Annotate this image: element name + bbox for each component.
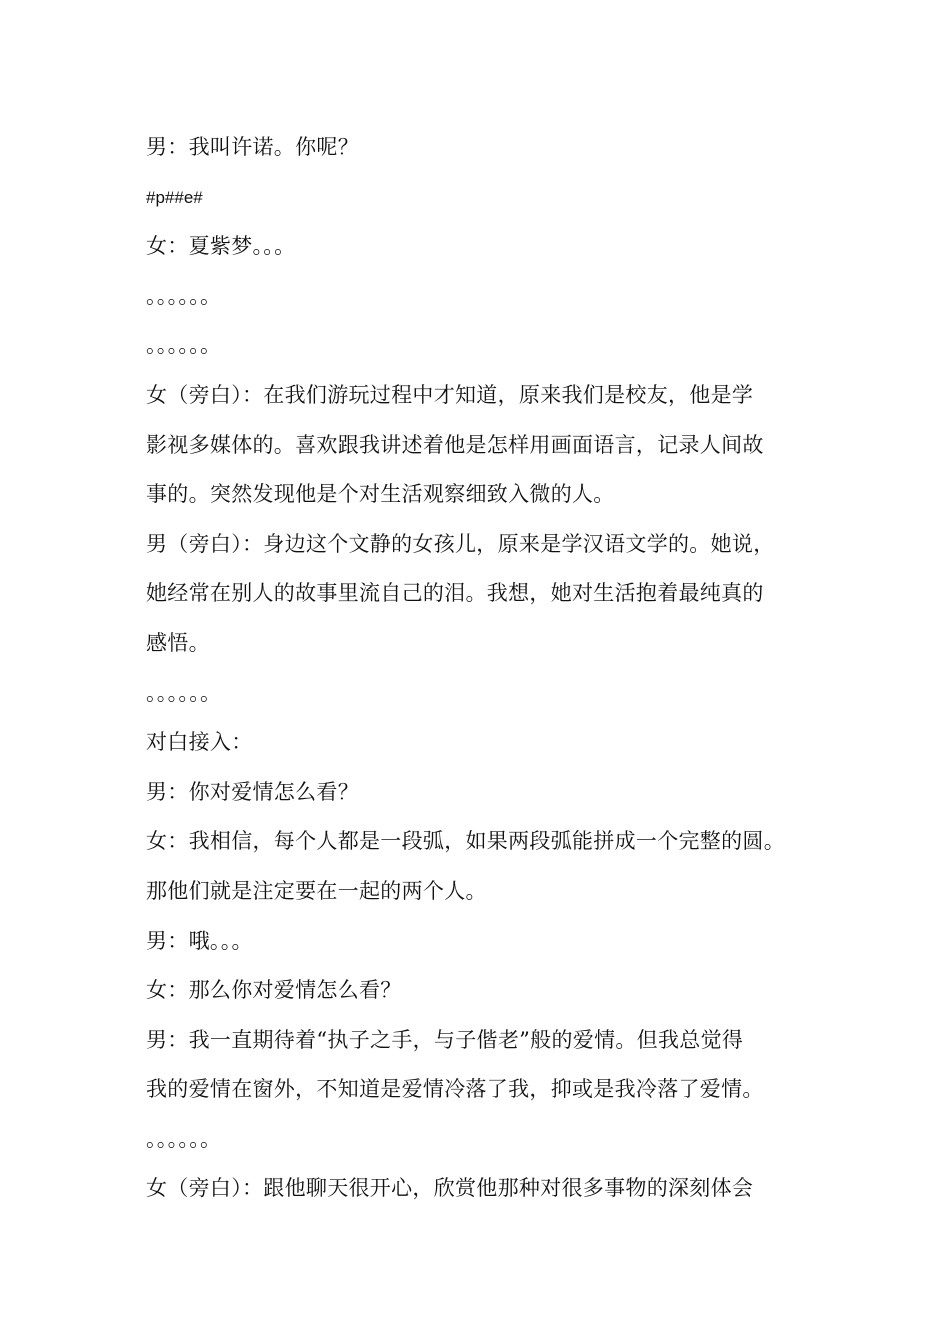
dialogue-line: 女：夏紫梦。。。 [146,234,296,259]
dialogue-line: 女：我相信，每个人都是一段弧，如果两段弧能拼成一个完整的圆。 [146,829,785,854]
dialogue-line: 男：我一直期待着“执子之手，与子偕老”般的爱情。但我总觉得 [146,1027,744,1052]
ellipsis-line: 。。。。。。 [146,333,222,358]
script-text-body [146,123,826,1214]
narration-line: 感悟。 [146,630,210,655]
dialogue-line: 男：哦。。。 [146,928,253,953]
narration-line: 女（旁白）：在我们游玩过程中才知道，原来我们是校友，他是学 [146,382,754,407]
page-marker: #p##e# [146,187,203,207]
narration-line: 影视多媒体的。喜欢跟我讲述着他是怎样用画面语言，记录人间故 [146,432,764,457]
narration-line: 事的。突然发现他是个对生活观察细致入微的人。 [146,482,615,507]
dialogue-line: 我的爱情在窗外，不知道是爱情冷落了我，抑或是我冷落了爱情。 [146,1077,764,1102]
ellipsis-line: 。。。。。。 [146,1126,222,1151]
dialogue-line: 男：你对爱情怎么看？ [146,779,359,804]
dialogue-line: 男：我叫许诺。你呢？ [146,135,359,159]
narration-line: 她经常在别人的故事里流自己的泪。我想，她对生活抱着最纯真的 [146,581,764,606]
narration-line: 男（旁白）：身边这个文静的女孩儿，原来是学汉语文学的。她说， [146,531,775,556]
narration-line: 女（旁白）：跟他聊天很开心，欣赏他那种对很多事物的深刻体会 [146,1176,754,1201]
section-heading: 对白接入： [146,730,253,755]
dialogue-line: 女：那么你对爱情怎么看？ [146,978,402,1003]
ellipsis-line: 。。。。。。 [146,680,222,705]
dialogue-line: 那他们就是注定要在一起的两个人。 [146,878,487,903]
ellipsis-line: 。。。。。。 [146,283,222,308]
